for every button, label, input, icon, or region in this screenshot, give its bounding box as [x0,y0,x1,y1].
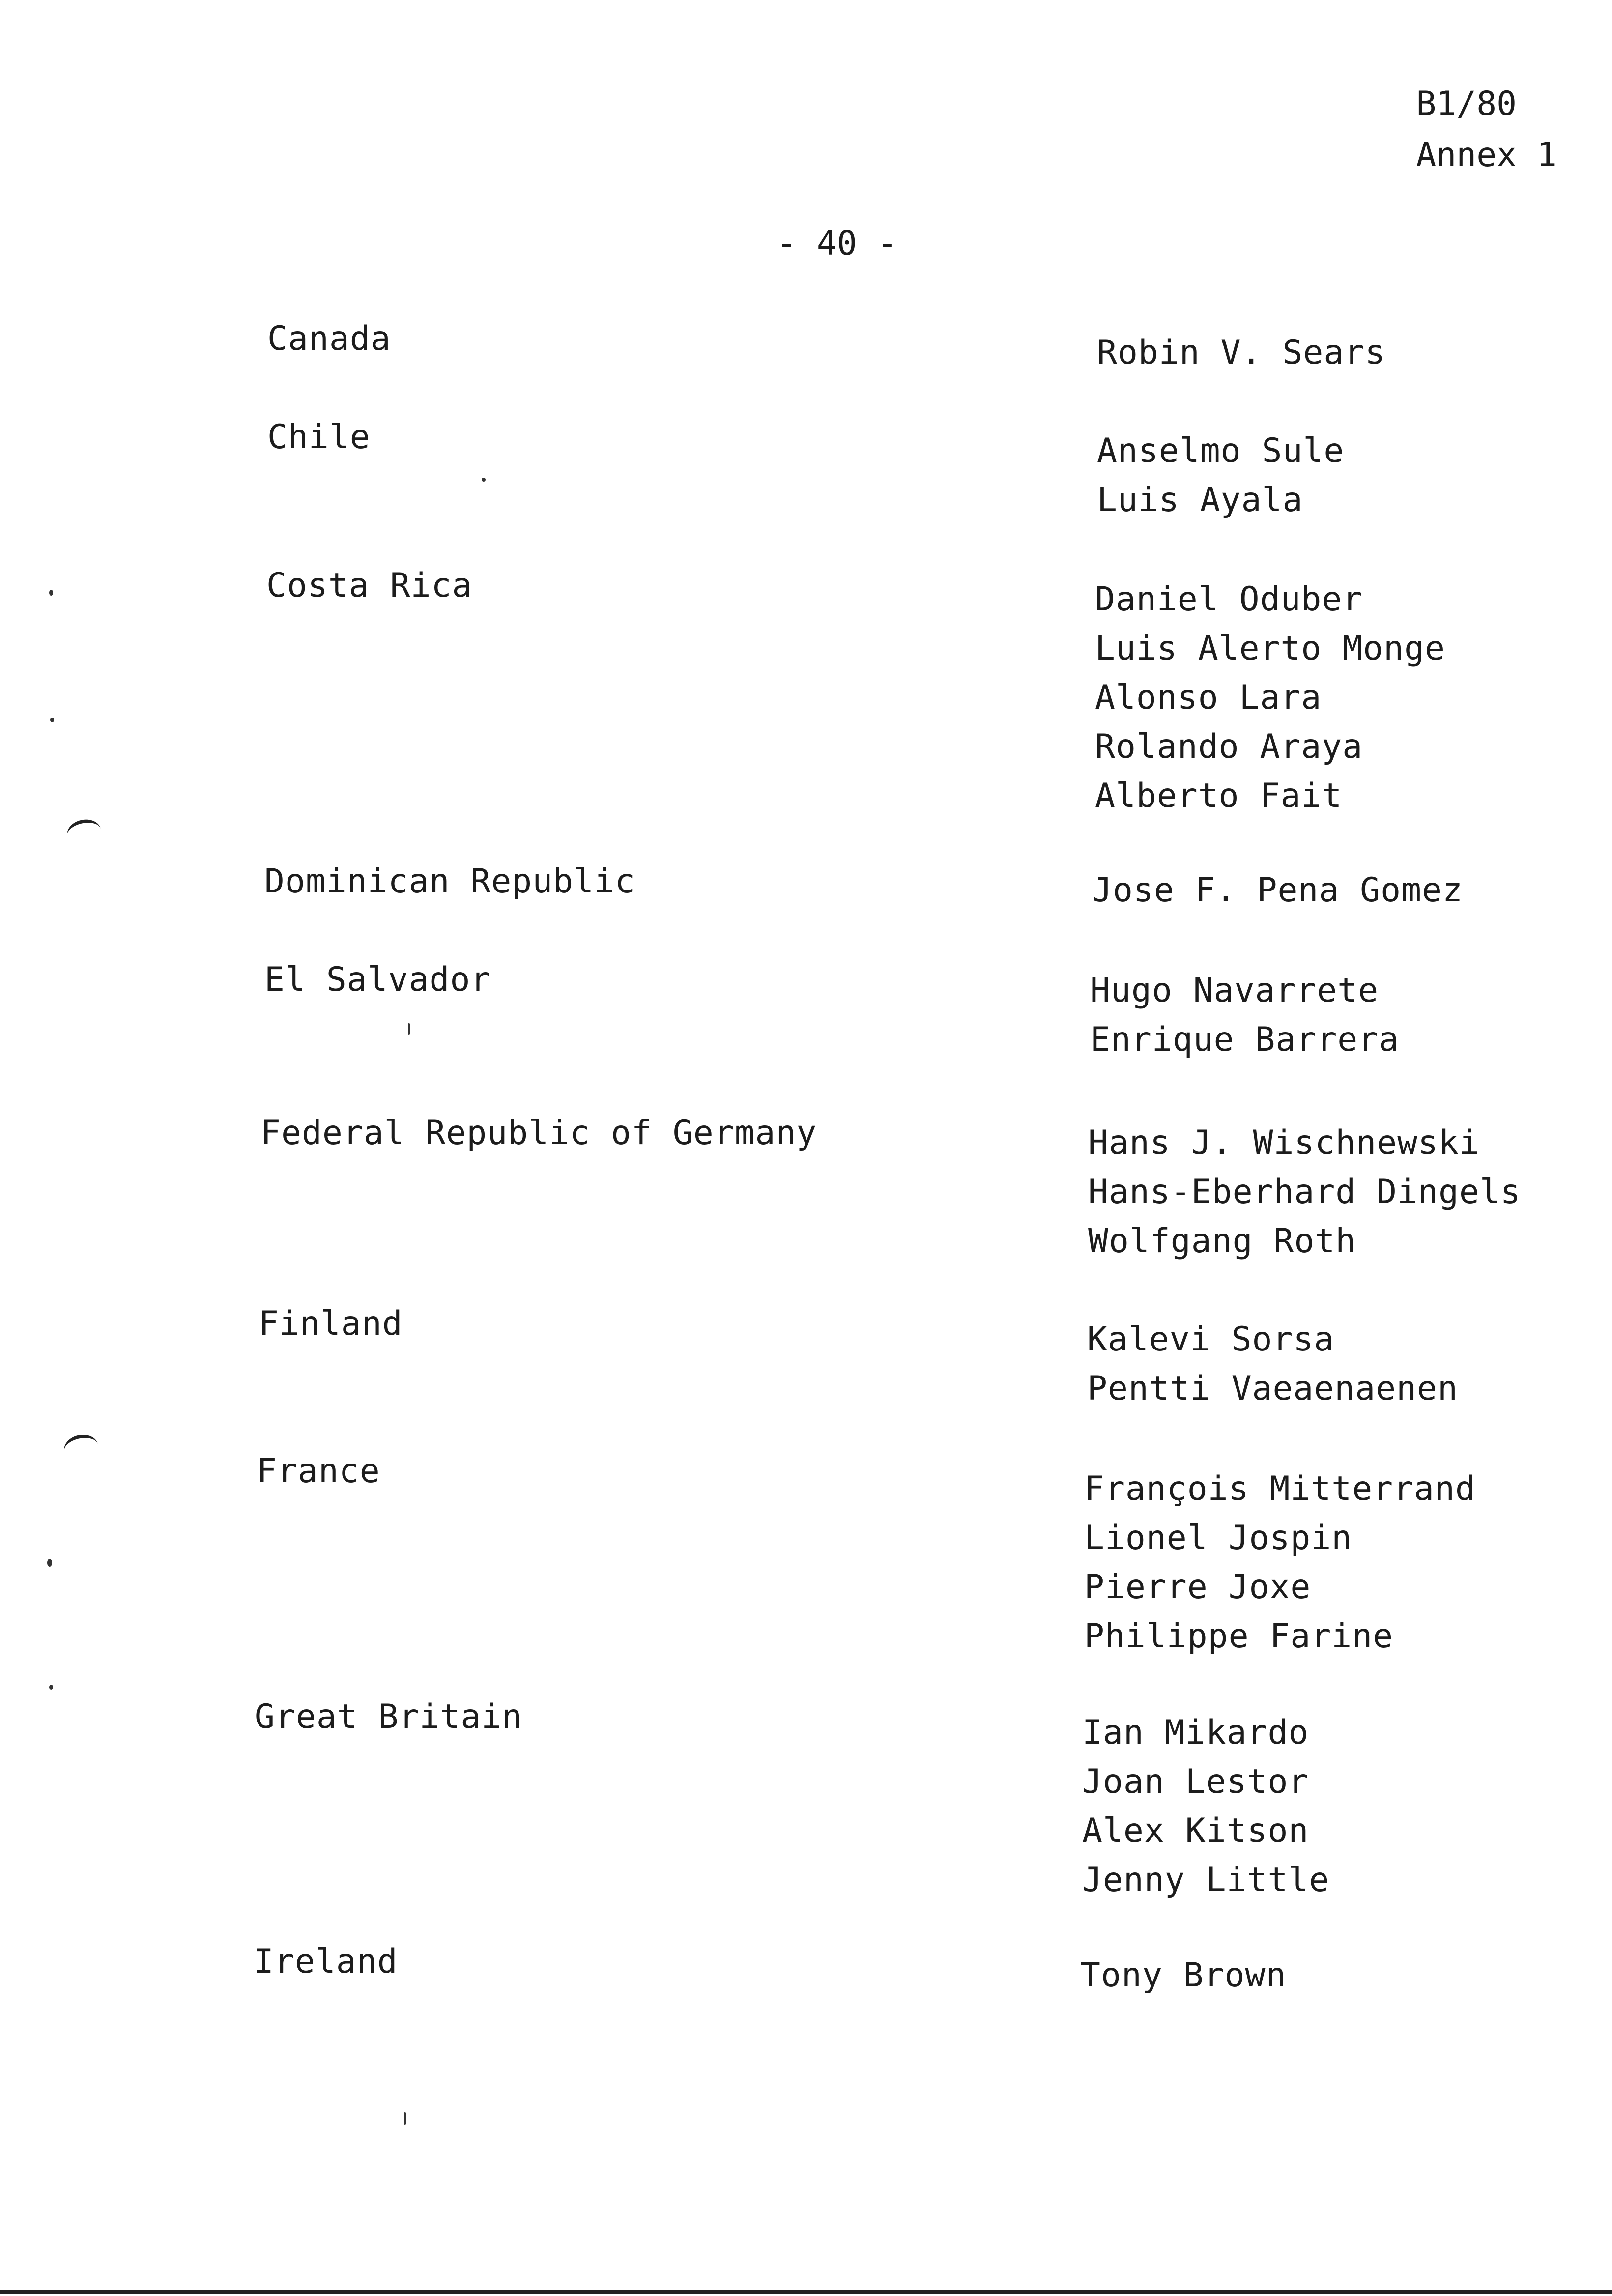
scan-speck [404,2112,406,2125]
delegate-name: Hans J. Wischnewski [1088,1123,1480,1162]
scan-speck [408,1023,410,1035]
delegate-name: François Mitterrand [1084,1469,1476,1508]
document-reference [1416,79,1557,181]
delegate-name: Luis Alerto Monge [1095,629,1445,668]
delegate-name: Alonso Lara [1095,678,1322,717]
delegate-list [1080,1951,1286,2000]
scan-artifact-arc [61,1432,100,1464]
delegate-name: Robin V. Sears [1097,333,1386,372]
country-label: Chile [267,418,371,457]
country-label: Great Britain [255,1697,523,1736]
country-label: Dominican Republic [264,862,635,901]
country-label: El Salvador [264,960,491,999]
scan-speck [47,1559,52,1567]
delegate-name: Enrique Barrera [1090,1020,1400,1059]
annex-label: Annex 1 [1416,136,1557,174]
delegate-list [1087,1315,1458,1413]
delegate-name: Hugo Navarrete [1090,971,1379,1010]
reference-code: B1/80 [1416,85,1517,123]
delegate-name: Philippe Farine [1084,1617,1394,1656]
delegate-name: Joan Lestor [1082,1762,1309,1801]
delegate-name: Alex Kitson [1082,1811,1309,1850]
delegate-name: Luis Ayala [1097,481,1303,519]
delegate-name: Alberto Fait [1095,776,1343,815]
delegate-name: Ian Mikardo [1082,1713,1309,1752]
delegate-name: Pentti Vaeaenaenen [1087,1369,1458,1408]
delegate-name: Pierre Joxe [1084,1568,1311,1607]
delegate-name: Anselmo Sule [1097,431,1345,470]
delegate-name: Tony Brown [1080,1956,1287,1995]
scan-artifact-arc [64,816,103,849]
country-label: Federal Republic of Germany [260,1114,817,1152]
delegate-list [1090,966,1399,1064]
delegate-name: Lionel Jospin [1084,1519,1353,1557]
delegate-list [1095,575,1445,821]
country-label: Costa Rica [266,566,473,605]
delegate-name: Rolando Araya [1095,727,1363,766]
scan-speck [49,590,53,596]
scan-speck [482,478,486,482]
delegate-name: Wolfgang Roth [1088,1222,1356,1261]
bottom-edge-rule [0,2290,1612,2294]
scan-speck [49,1685,53,1690]
delegate-name: Daniel Oduber [1095,580,1363,619]
delegate-name: Kalevi Sorsa [1087,1320,1335,1359]
scan-speck [50,718,54,722]
delegate-list [1088,1119,1521,1266]
country-label: Canada [267,319,391,358]
delegate-name: Jose F. Pena Gomez [1092,871,1463,910]
delegate-name: Hans-Eberhard Dingels [1088,1173,1521,1211]
country-label: Ireland [254,1942,398,1981]
country-label: Finland [259,1304,403,1343]
delegate-list [1097,328,1385,377]
country-label: France [257,1452,380,1491]
delegate-list [1097,427,1344,525]
page-number: - 40 - [777,224,897,263]
delegate-name: Jenny Little [1082,1861,1330,1899]
delegate-list [1082,1708,1329,1905]
delegate-list [1084,1464,1476,1661]
delegate-list [1092,866,1463,915]
